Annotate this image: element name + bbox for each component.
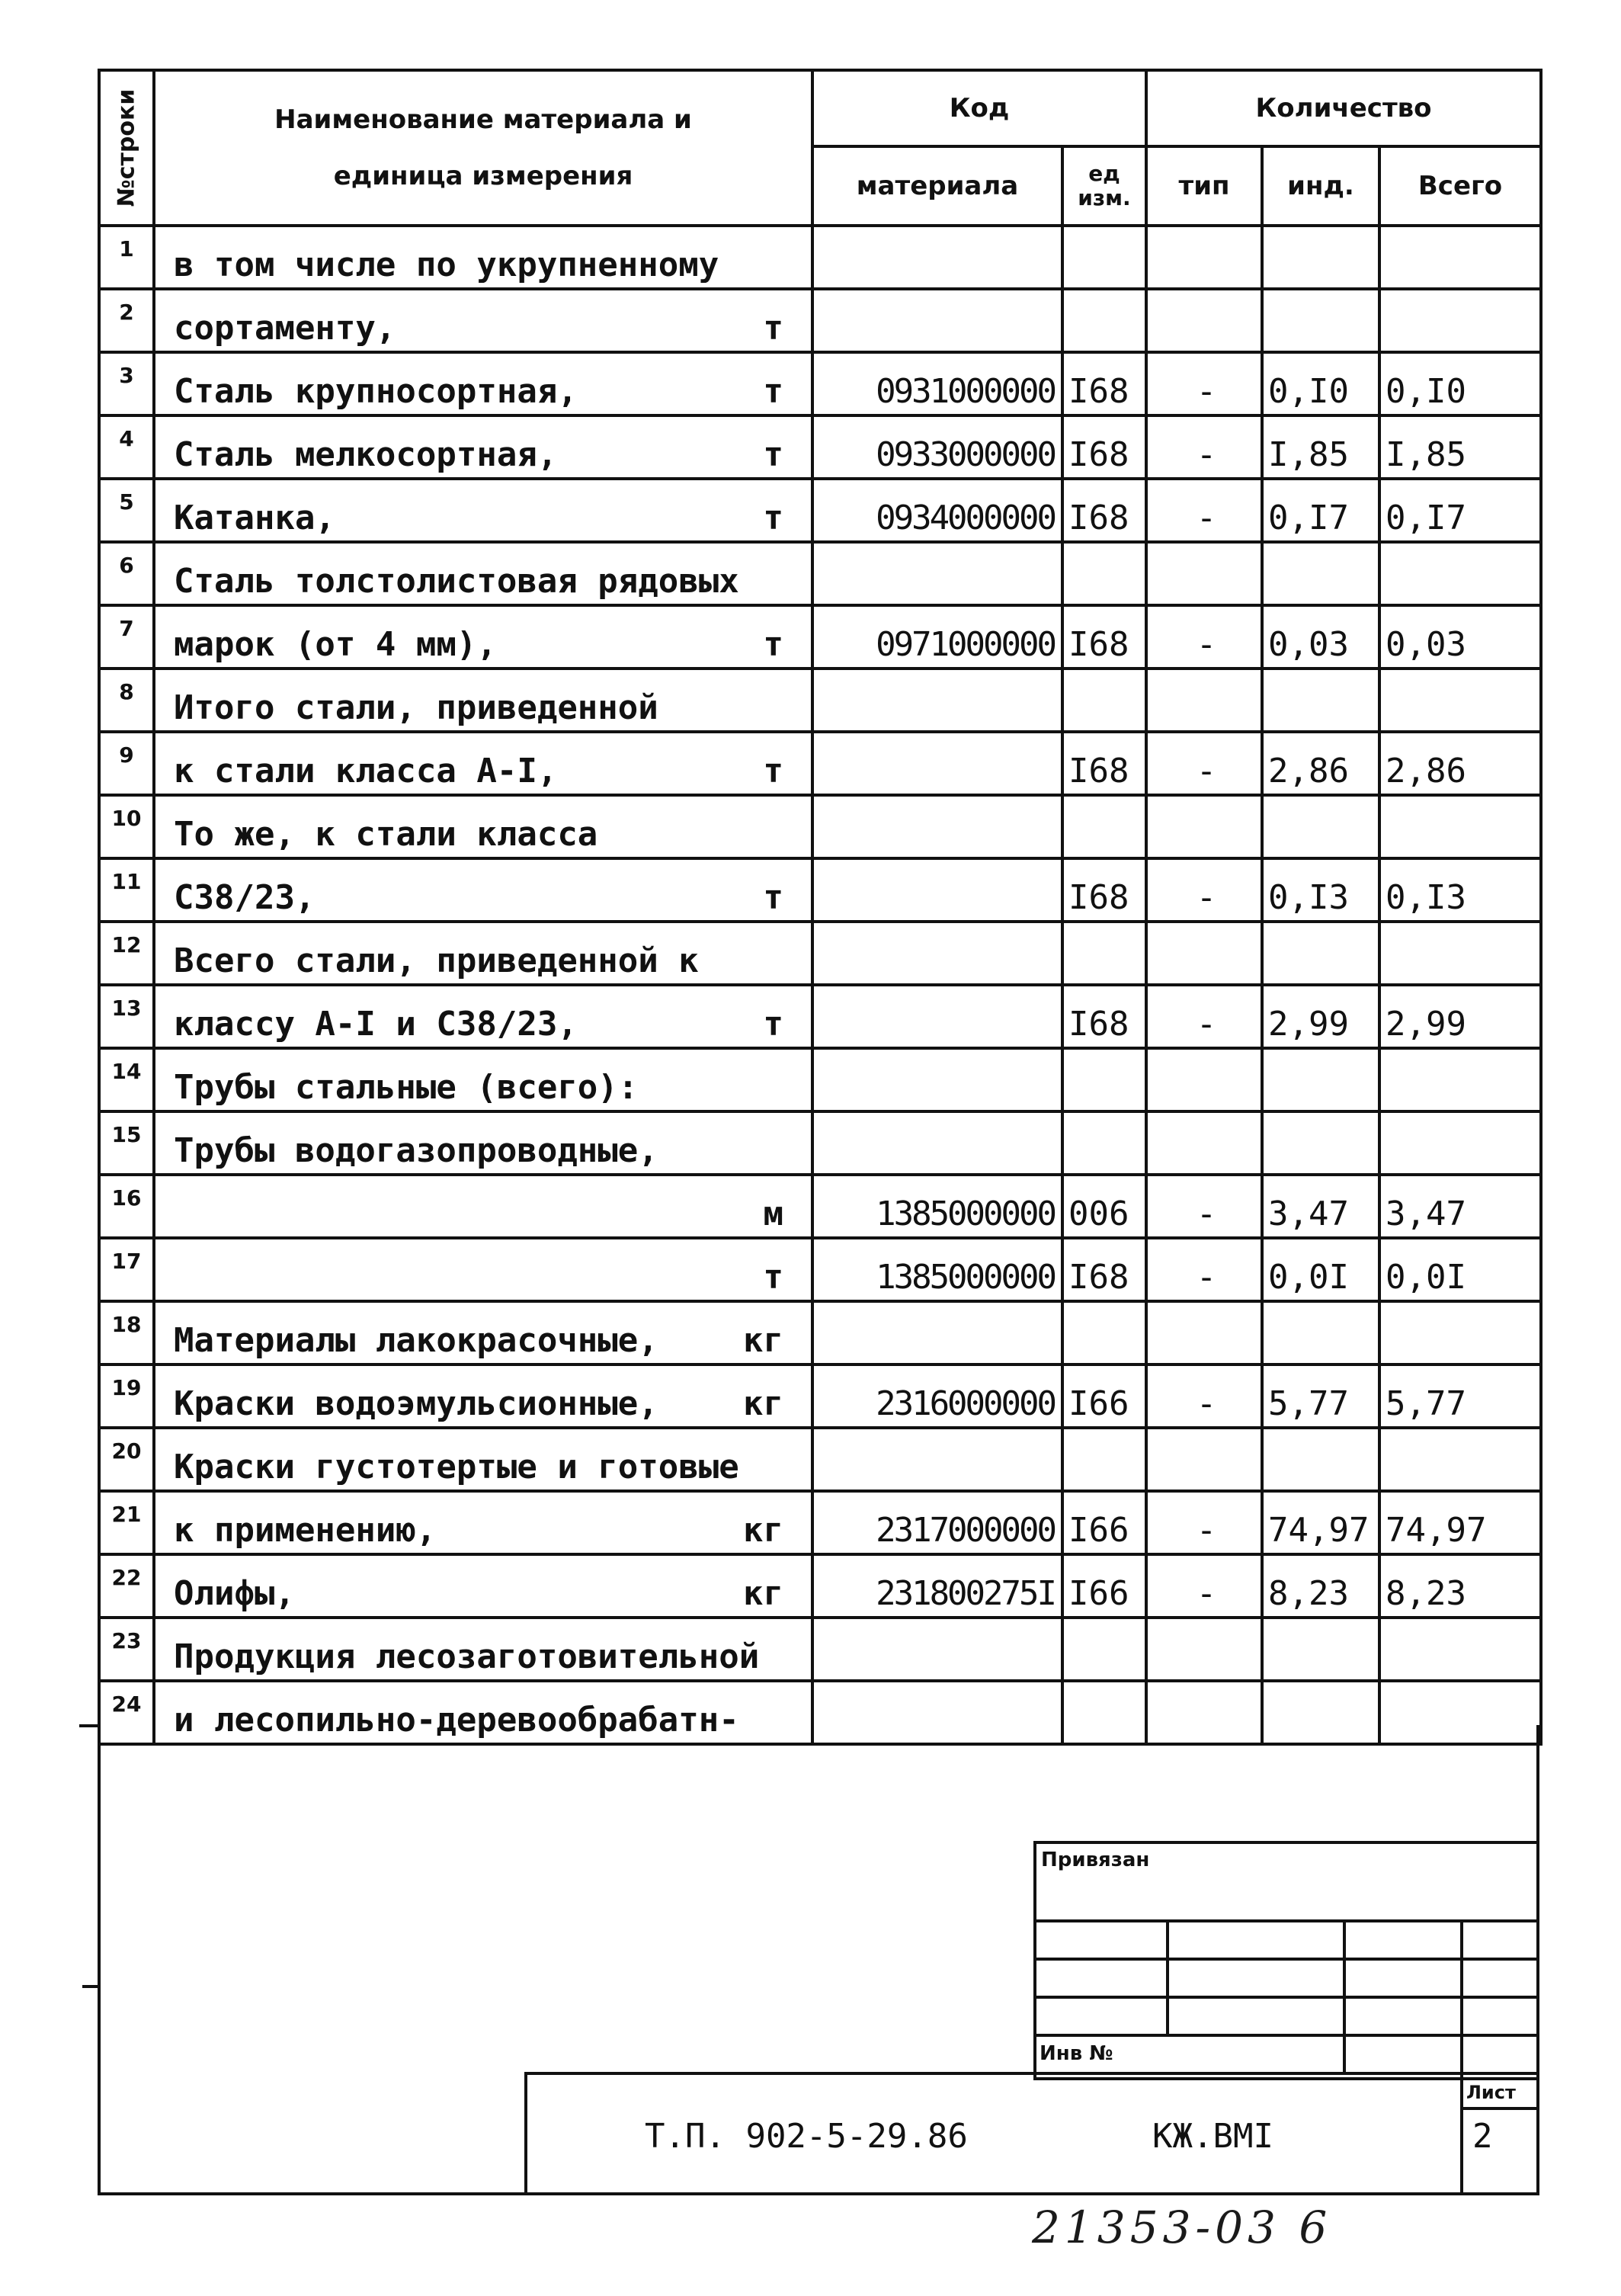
material-name-cell	[154, 1175, 812, 1238]
material-name-cell	[154, 858, 812, 922]
row-number-cell: 5	[99, 479, 154, 542]
material-name-cell	[154, 542, 812, 605]
material-code-cell: 1385000000	[812, 1238, 1062, 1301]
unit-code-cell: I68	[1062, 605, 1146, 669]
table-row	[99, 542, 1541, 605]
material-name-cell	[154, 1428, 812, 1491]
material-code-cell	[812, 732, 1062, 795]
row-number-cell: 4	[99, 415, 154, 479]
measurement-unit: т	[763, 372, 783, 411]
total-quantity-cell	[1379, 1048, 1541, 1111]
total-quantity-cell: 3,47	[1379, 1175, 1541, 1238]
individual-quantity-cell: 0,I3	[1262, 858, 1379, 922]
total-quantity-cell: I,85	[1379, 415, 1541, 479]
row-number-cell: 13	[99, 985, 154, 1048]
type-quantity-cell: -	[1146, 605, 1262, 669]
total-quantity-cell: 0,I0	[1379, 352, 1541, 415]
binding-row-line-3	[1033, 1996, 1539, 1999]
type-quantity-cell: -	[1146, 1364, 1262, 1428]
table-row	[99, 1554, 1541, 1618]
material-name-text: Сталь толстолистовая рядовых	[174, 562, 739, 601]
unit-code-cell	[1062, 226, 1146, 289]
unit-code-cell: I68	[1062, 352, 1146, 415]
material-name-text: Сталь мелкосортная,	[174, 435, 558, 474]
table-row	[99, 352, 1541, 415]
type-quantity-cell: -	[1146, 1175, 1262, 1238]
table-row	[99, 1681, 1541, 1744]
total-quantity-cell: 5,77	[1379, 1364, 1541, 1428]
table-row	[99, 1048, 1541, 1111]
row-number-cell: 21	[99, 1491, 154, 1554]
type-quantity-cell	[1146, 922, 1262, 985]
edge-tick-1	[79, 1724, 99, 1727]
unit-code-cell	[1062, 1048, 1146, 1111]
type-quantity-cell	[1146, 226, 1262, 289]
binding-col-line-2	[1343, 1919, 1346, 2072]
type-quantity-cell	[1146, 669, 1262, 732]
unit-code-cell	[1062, 1301, 1146, 1364]
material-code-cell: 2317000000	[812, 1491, 1062, 1554]
header-code-material: материала	[812, 146, 1062, 226]
material-name-text: классу А-I и С38/23,	[174, 1005, 578, 1044]
edge-tick-2	[82, 1985, 99, 1988]
total-quantity-cell: 0,I3	[1379, 858, 1541, 922]
table-row	[99, 1618, 1541, 1681]
row-number-cell: 7	[99, 605, 154, 669]
material-name-text: Трубы стальные (всего):	[174, 1068, 639, 1107]
materials-table	[98, 69, 1543, 1746]
individual-quantity-cell	[1262, 795, 1379, 858]
frame-left-border	[98, 1725, 101, 2195]
table-row	[99, 922, 1541, 985]
individual-quantity-cell	[1262, 1301, 1379, 1364]
individual-quantity-cell	[1262, 1111, 1379, 1175]
table-row	[99, 605, 1541, 669]
material-name-text: в том числе по укрупненному	[174, 245, 719, 284]
individual-quantity-cell: 5,77	[1262, 1364, 1379, 1428]
unit-code-cell	[1062, 289, 1146, 352]
binding-col-line-3	[1460, 1919, 1463, 2072]
unit-code-cell: 006	[1062, 1175, 1146, 1238]
total-quantity-cell: 2,99	[1379, 985, 1541, 1048]
row-number-cell: 3	[99, 352, 154, 415]
material-code-cell	[812, 1618, 1062, 1681]
material-name-text: Сталь крупносортная,	[174, 372, 578, 411]
total-quantity-cell	[1379, 289, 1541, 352]
material-name-text: Продукция лесозаготовительной	[174, 1637, 760, 1676]
total-quantity-cell: 0,I7	[1379, 479, 1541, 542]
material-name-text: Краски густотертые и готовые	[174, 1448, 739, 1486]
measurement-unit: т	[763, 878, 783, 917]
type-quantity-cell	[1146, 1681, 1262, 1744]
type-quantity-cell: -	[1146, 479, 1262, 542]
type-quantity-cell	[1146, 542, 1262, 605]
type-quantity-cell: -	[1146, 985, 1262, 1048]
measurement-unit: т	[763, 309, 783, 348]
measurement-unit: кг	[743, 1321, 783, 1360]
table-row	[99, 226, 1541, 289]
table-row	[99, 795, 1541, 858]
header-qty-total: Всего	[1379, 146, 1541, 226]
individual-quantity-cell: 0,0I	[1262, 1238, 1379, 1301]
row-number-cell: 15	[99, 1111, 154, 1175]
individual-quantity-cell	[1262, 669, 1379, 732]
material-name-cell	[154, 985, 812, 1048]
material-code-cell: 1385000000	[812, 1175, 1062, 1238]
row-number-cell: 2	[99, 289, 154, 352]
individual-quantity-cell: 0,I0	[1262, 352, 1379, 415]
total-quantity-cell	[1379, 669, 1541, 732]
type-quantity-cell	[1146, 795, 1262, 858]
table-row	[99, 1111, 1541, 1175]
material-code-cell	[812, 1111, 1062, 1175]
individual-quantity-cell: I,85	[1262, 415, 1379, 479]
material-name-text: марок (от 4 мм),	[174, 625, 497, 664]
material-code-cell	[812, 289, 1062, 352]
measurement-unit: кг	[743, 1384, 783, 1423]
material-code-cell	[812, 1428, 1062, 1491]
row-number-cell: 16	[99, 1175, 154, 1238]
individual-quantity-cell	[1262, 1048, 1379, 1111]
unit-code-cell: I68	[1062, 415, 1146, 479]
header-row-number	[99, 70, 154, 226]
type-quantity-cell	[1146, 1111, 1262, 1175]
header-material-name-label: Наименование материала и единица измерения	[274, 104, 692, 191]
binding-row-line-2	[1033, 1958, 1539, 1961]
table-row	[99, 1491, 1541, 1554]
document-number: Т.П. 902-5-29.86	[645, 2117, 968, 2156]
unit-code-cell: I68	[1062, 732, 1146, 795]
material-code-cell: 2316000000	[812, 1364, 1062, 1428]
material-name-cell	[154, 1048, 812, 1111]
material-name-cell	[154, 1301, 812, 1364]
row-number-cell: 9	[99, 732, 154, 795]
measurement-unit: т	[763, 499, 783, 537]
inventory-number-label: Инв №	[1040, 2042, 1113, 2065]
material-name-cell	[154, 352, 812, 415]
unit-code-cell	[1062, 1618, 1146, 1681]
material-code-cell	[812, 1681, 1062, 1744]
binding-row-line-1	[1033, 1919, 1539, 1922]
material-name-text: Катанка,	[174, 499, 335, 537]
type-quantity-cell: -	[1146, 1554, 1262, 1618]
total-quantity-cell	[1379, 1681, 1541, 1744]
individual-quantity-cell: 0,03	[1262, 605, 1379, 669]
header-code-unit-label: ед изм.	[1078, 161, 1131, 210]
type-quantity-cell	[1146, 1048, 1262, 1111]
individual-quantity-cell: 2,86	[1262, 732, 1379, 795]
material-name-text: Олифы,	[174, 1574, 295, 1613]
material-code-cell: 0934000000	[812, 479, 1062, 542]
header-code-group: Код	[812, 70, 1146, 146]
unit-code-cell	[1062, 669, 1146, 732]
table-row	[99, 732, 1541, 795]
material-name-cell	[154, 795, 812, 858]
unit-code-cell: I68	[1062, 858, 1146, 922]
material-name-cell	[154, 669, 812, 732]
material-code-cell: 0933000000	[812, 415, 1062, 479]
material-code-cell	[812, 985, 1062, 1048]
row-number-cell: 10	[99, 795, 154, 858]
individual-quantity-cell	[1262, 1681, 1379, 1744]
individual-quantity-cell	[1262, 226, 1379, 289]
material-name-cell	[154, 1364, 812, 1428]
total-quantity-cell: 2,86	[1379, 732, 1541, 795]
total-quantity-cell	[1379, 542, 1541, 605]
header-qty-type: тип	[1146, 146, 1262, 226]
individual-quantity-cell	[1262, 289, 1379, 352]
document-code: КЖ.ВМI	[1152, 2117, 1273, 2156]
table-row	[99, 1175, 1541, 1238]
sheet-number: 2	[1472, 2117, 1493, 2156]
unit-code-cell: I68	[1062, 985, 1146, 1048]
measurement-unit: кг	[743, 1574, 783, 1613]
row-number-cell: 18	[99, 1301, 154, 1364]
material-name-text: Всего стали, приведенной к	[174, 941, 699, 980]
material-name-text: сортаменту,	[174, 309, 396, 348]
material-name-cell	[154, 922, 812, 985]
total-quantity-cell: 0,03	[1379, 605, 1541, 669]
total-quantity-cell	[1379, 1301, 1541, 1364]
material-name-cell	[154, 732, 812, 795]
individual-quantity-cell	[1262, 922, 1379, 985]
type-quantity-cell: -	[1146, 858, 1262, 922]
material-name-cell	[154, 479, 812, 542]
row-number-cell: 20	[99, 1428, 154, 1491]
material-name-cell	[154, 1554, 812, 1618]
unit-code-cell	[1062, 1111, 1146, 1175]
material-code-cell: 0931000000	[812, 352, 1062, 415]
row-number-cell: 23	[99, 1618, 154, 1681]
unit-code-cell: I68	[1062, 1238, 1146, 1301]
row-number-cell: 14	[99, 1048, 154, 1111]
materials-table-body	[99, 226, 1541, 1744]
material-name-cell	[154, 226, 812, 289]
table-row	[99, 415, 1541, 479]
individual-quantity-cell: 74,97	[1262, 1491, 1379, 1554]
material-code-cell: 0971000000	[812, 605, 1062, 669]
type-quantity-cell: -	[1146, 1491, 1262, 1554]
material-code-cell	[812, 542, 1062, 605]
row-number-cell: 19	[99, 1364, 154, 1428]
material-code-cell	[812, 795, 1062, 858]
type-quantity-cell: -	[1146, 415, 1262, 479]
individual-quantity-cell: 0,I7	[1262, 479, 1379, 542]
total-quantity-cell: 0,0I	[1379, 1238, 1541, 1301]
table-row	[99, 479, 1541, 542]
unit-code-cell: I66	[1062, 1491, 1146, 1554]
measurement-unit: т	[763, 752, 783, 790]
material-name-cell	[154, 415, 812, 479]
material-name-text: Итого стали, приведенной	[174, 688, 658, 727]
unit-code-cell: I68	[1062, 479, 1146, 542]
bound-label: Привязан	[1041, 1849, 1150, 1871]
row-number-cell: 11	[99, 858, 154, 922]
header-row-number-label: №строки	[113, 88, 140, 207]
material-name-text: Краски водоэмульсионные,	[174, 1384, 658, 1423]
type-quantity-cell	[1146, 1301, 1262, 1364]
sheet-label: Лист	[1466, 2082, 1516, 2103]
individual-quantity-cell: 2,99	[1262, 985, 1379, 1048]
row-number-cell: 12	[99, 922, 154, 985]
total-quantity-cell	[1379, 1428, 1541, 1491]
sheet-label-line	[1460, 2107, 1539, 2110]
type-quantity-cell: -	[1146, 352, 1262, 415]
row-number-cell: 24	[99, 1681, 154, 1744]
total-quantity-cell	[1379, 1111, 1541, 1175]
table-row	[99, 1238, 1541, 1301]
total-quantity-cell: 74,97	[1379, 1491, 1541, 1554]
type-quantity-cell	[1146, 1618, 1262, 1681]
individual-quantity-cell	[1262, 1618, 1379, 1681]
unit-code-cell	[1062, 795, 1146, 858]
measurement-unit: т	[763, 435, 783, 474]
table-row	[99, 985, 1541, 1048]
binding-row-line-4	[1033, 2034, 1539, 2037]
material-name-text: Материалы лакокрасочные,	[174, 1321, 658, 1360]
table-row	[99, 669, 1541, 732]
total-quantity-cell	[1379, 1618, 1541, 1681]
type-quantity-cell: -	[1146, 1238, 1262, 1301]
type-quantity-cell: -	[1146, 732, 1262, 795]
binding-col-line-1	[1166, 1919, 1169, 2037]
material-code-cell	[812, 226, 1062, 289]
unit-code-cell	[1062, 1428, 1146, 1491]
material-name-text: к стали класса А-I,	[174, 752, 558, 790]
header-code-unit	[1062, 146, 1146, 226]
individual-quantity-cell	[1262, 542, 1379, 605]
archive-number-handwritten: 21353-03 6	[1032, 2201, 1332, 2253]
unit-code-cell	[1062, 922, 1146, 985]
individual-quantity-cell	[1262, 1428, 1379, 1491]
measurement-unit: кг	[743, 1511, 783, 1550]
material-name-text: Трубы водогазопроводные,	[174, 1131, 658, 1170]
table-row	[99, 1428, 1541, 1491]
total-quantity-cell	[1379, 226, 1541, 289]
unit-code-cell: I66	[1062, 1364, 1146, 1428]
material-code-cell	[812, 858, 1062, 922]
measurement-unit: м	[763, 1194, 783, 1233]
header-qty-ind: инд.	[1262, 146, 1379, 226]
unit-code-cell	[1062, 542, 1146, 605]
sheet-cell-divider	[1460, 2072, 1463, 2195]
table-row	[99, 858, 1541, 922]
individual-quantity-cell: 3,47	[1262, 1175, 1379, 1238]
type-quantity-cell	[1146, 1428, 1262, 1491]
material-code-cell	[812, 922, 1062, 985]
measurement-unit: т	[763, 1005, 783, 1044]
material-code-cell	[812, 1301, 1062, 1364]
material-name-cell	[154, 289, 812, 352]
unit-code-cell: I66	[1062, 1554, 1146, 1618]
material-name-cell	[154, 1618, 812, 1681]
material-code-cell	[812, 669, 1062, 732]
table-row	[99, 1364, 1541, 1428]
individual-quantity-cell: 8,23	[1262, 1554, 1379, 1618]
row-number-cell: 1	[99, 226, 154, 289]
type-quantity-cell	[1146, 289, 1262, 352]
measurement-unit: т	[763, 1258, 783, 1297]
row-number-cell: 17	[99, 1238, 154, 1301]
table-row	[99, 1301, 1541, 1364]
row-number-cell: 8	[99, 669, 154, 732]
row-number-cell: 22	[99, 1554, 154, 1618]
row-number-cell: 6	[99, 542, 154, 605]
measurement-unit: т	[763, 625, 783, 664]
total-quantity-cell	[1379, 795, 1541, 858]
table-row	[99, 289, 1541, 352]
material-name-cell	[154, 1111, 812, 1175]
material-name-text: и лесопильно-деревообрабатн-	[174, 1701, 739, 1740]
material-code-cell: 231800275I	[812, 1554, 1062, 1618]
material-name-cell	[154, 1238, 812, 1301]
unit-code-cell	[1062, 1681, 1146, 1744]
total-quantity-cell	[1379, 922, 1541, 985]
material-name-cell	[154, 605, 812, 669]
header-quantity-group: Количество	[1146, 70, 1541, 146]
header-material-name	[154, 70, 812, 226]
material-name-cell	[154, 1491, 812, 1554]
material-code-cell	[812, 1048, 1062, 1111]
total-quantity-cell: 8,23	[1379, 1554, 1541, 1618]
material-name-text: То же, к стали класса	[174, 815, 598, 854]
material-name-text: к применению,	[174, 1511, 437, 1550]
material-name-text: С38/23,	[174, 878, 316, 917]
material-name-cell	[154, 1681, 812, 1744]
